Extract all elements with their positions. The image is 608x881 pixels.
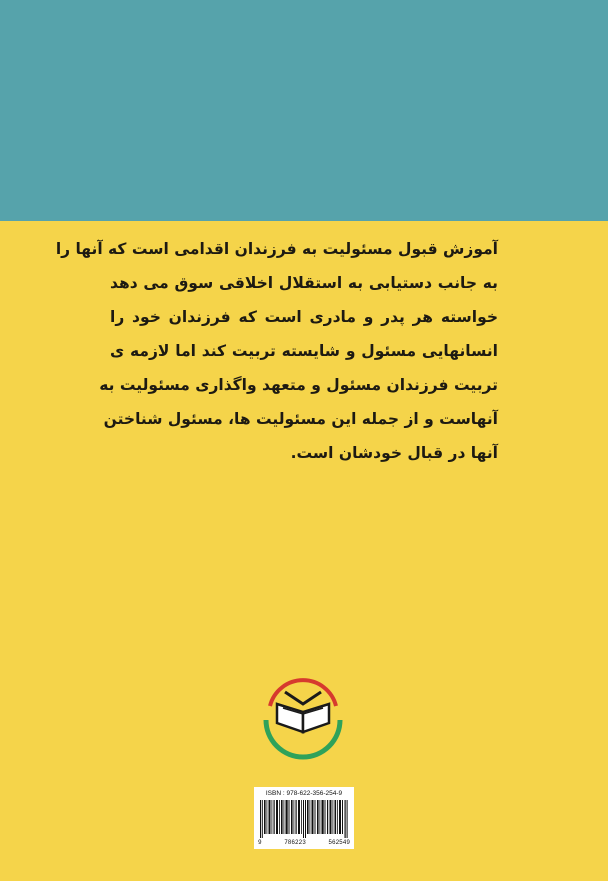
open-book-icon bbox=[246, 676, 360, 764]
barcode-digit-group: 786223 bbox=[284, 839, 306, 846]
isbn-label: ISBN : 978-622-356-254-9 bbox=[265, 790, 343, 797]
publisher-logo bbox=[246, 676, 360, 764]
barcode-digit-group: 9 bbox=[258, 839, 262, 846]
blurb-line: خواسته هر پدر و مادری است که فرزندان خود را bbox=[110, 308, 498, 326]
blurb-line: آنها در قبال خودشان است. bbox=[290, 444, 498, 462]
barcode-bars bbox=[260, 800, 348, 838]
top-color-band bbox=[0, 0, 608, 221]
barcode-block bbox=[254, 787, 354, 849]
blurb-line: به جانب دستیابی به استقلال اخلاقی سوق می دهد bbox=[110, 274, 498, 292]
blurb-line: آنهاست و از جمله این مسئولیت ها، مسئول شناختن bbox=[103, 410, 498, 428]
back-cover-blurb bbox=[55, 232, 498, 470]
blurb-line: انسانهایی مسئول و شایسته تربیت کند اما لازمه ی bbox=[110, 342, 498, 360]
barcode-digits bbox=[254, 839, 354, 846]
blurb-line: آموزش قبول مسئولیت به فرزندان اقدامی است که آنها را bbox=[55, 240, 498, 258]
barcode-digit-group: 562549 bbox=[328, 839, 350, 846]
blurb-line: تربیت فرزندان مسئول و متعهد واگذاری مسئولیت به bbox=[99, 376, 498, 394]
